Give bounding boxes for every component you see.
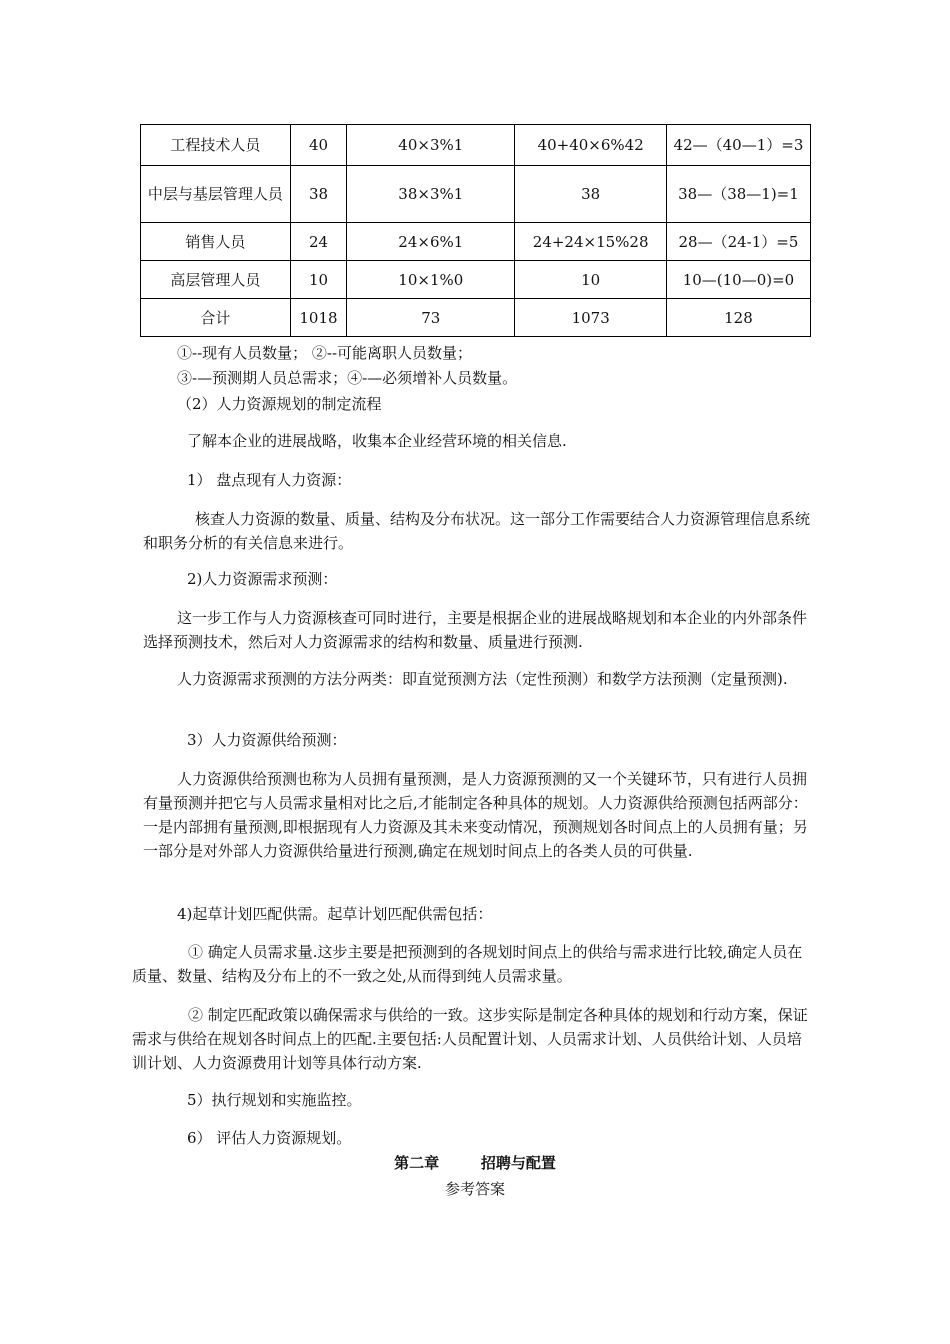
table-cell: 10	[290, 261, 346, 299]
legend-note-2: ③-—预测期人员总需求；④-—必须增补人员数量。	[177, 369, 518, 387]
table-row	[141, 299, 811, 337]
step2-text-2: 人力资源需求预测的方法分两类：即直觉预测方法（定性预测）和数学方法预测（定量预测).	[177, 670, 788, 688]
hr-planning-table	[140, 124, 811, 337]
table-cell: 24×6%1	[347, 223, 515, 261]
table-cell: 38—（38—1)=1	[666, 166, 810, 223]
step2-title: 2)人力资源需求预测：	[187, 570, 338, 588]
table-cell: 10—(10—0)=0	[666, 261, 810, 299]
table-cell: 24+24×15%28	[515, 223, 667, 261]
table-cell: 40	[290, 125, 346, 166]
table-cell: 38	[290, 166, 346, 223]
step3-title: 3）人力资源供给预测：	[187, 731, 347, 749]
step5-title: 5）执行规划和实施监控。	[187, 1091, 362, 1109]
step4-title: 4)起草计划匹配供需。起草计划匹配供需包括：	[177, 905, 493, 923]
table-row	[141, 125, 811, 166]
legend-note-1: ①--现有人员数量； ②--可能离职人员数量；	[177, 344, 473, 362]
intro-text: 了解本企业的进展战略，收集本企业经营环境的相关信息.	[187, 432, 567, 450]
table-cell: 中层与基层管理人员	[141, 166, 291, 223]
table-cell: 销售人员	[141, 223, 291, 261]
step1-text: 核查人力资源的数量、质量、结构及分布状况。这一部分工作需要结合人力资源管理信息系统和职务分析的有关信息来进行。	[143, 510, 811, 552]
chapter-subtitle: 参考答案	[444, 1180, 505, 1198]
table-row	[141, 166, 811, 223]
table-cell: 73	[347, 299, 515, 337]
table-cell: 40+40×6%42	[515, 125, 667, 166]
step4-item-1: ① 确定人员需求量.这步主要是把预测到的各规划时间点上的供给与需求进行比较,确定人员在质量、数量、结构及分布上的不一致之处,从而得到纯人员需求量。	[132, 943, 803, 985]
table-cell: 24	[290, 223, 346, 261]
table-cell: 工程技术人员	[141, 125, 291, 166]
section-title: （2）人力资源规划的制定流程	[177, 395, 382, 413]
table-cell: 合计	[141, 299, 291, 337]
step4-item-2: ② 制定匹配政策以确保需求与供给的一致。这步实际是制定各种具体的规划和行动方案，保证需求与供给在规划各时间点上的匹配.主要包括:人员配置计划、人员需求计划、人员供给计划、人员培训计划、人力资源费用计划等具体行动方案.	[132, 1006, 808, 1072]
chapter-title: 第二章 招聘与配置	[394, 1154, 556, 1172]
table-cell: 42—（40—1）=3	[666, 125, 810, 166]
table-cell: 10×1%0	[347, 261, 515, 299]
table-cell: 10	[515, 261, 667, 299]
table-cell: 38	[515, 166, 667, 223]
table-cell: 高层管理人员	[141, 261, 291, 299]
table-cell: 38×3%1	[347, 166, 515, 223]
step3-text: 人力资源供给预测也称为人员拥有量预测，是人力资源预测的又一个关键环节，只有进行人员拥有量预测并把它与人员需求量相对比之后,才能制定各种具体的规划。人力资源供给预测包括两部分：一是内部拥有量预测,即根据现有人力资源及其未来变动情况，预测规划各时间点上的人员拥有量；另一部分是对外部人力资源供给量进行预测,确定在规划时间点上的各类人员的可供量.	[143, 770, 808, 860]
step6-title: 6） 评估人力资源规划。	[187, 1129, 352, 1147]
table-cell: 28—（24-1）=5	[666, 223, 810, 261]
table-cell: 1018	[290, 299, 346, 337]
step2-text: 这一步工作与人力资源核查可同时进行，主要是根据企业的进展战略规划和本企业的内外部条件选择预测技术，然后对人力资源需求的结构和数量、质量进行预测.	[143, 609, 808, 651]
table-row	[141, 223, 811, 261]
table-cell: 128	[666, 299, 810, 337]
table-cell: 1073	[515, 299, 667, 337]
table-row	[141, 261, 811, 299]
table-cell: 40×3%1	[347, 125, 515, 166]
step1-title: 1） 盘点现有人力资源：	[187, 471, 352, 489]
